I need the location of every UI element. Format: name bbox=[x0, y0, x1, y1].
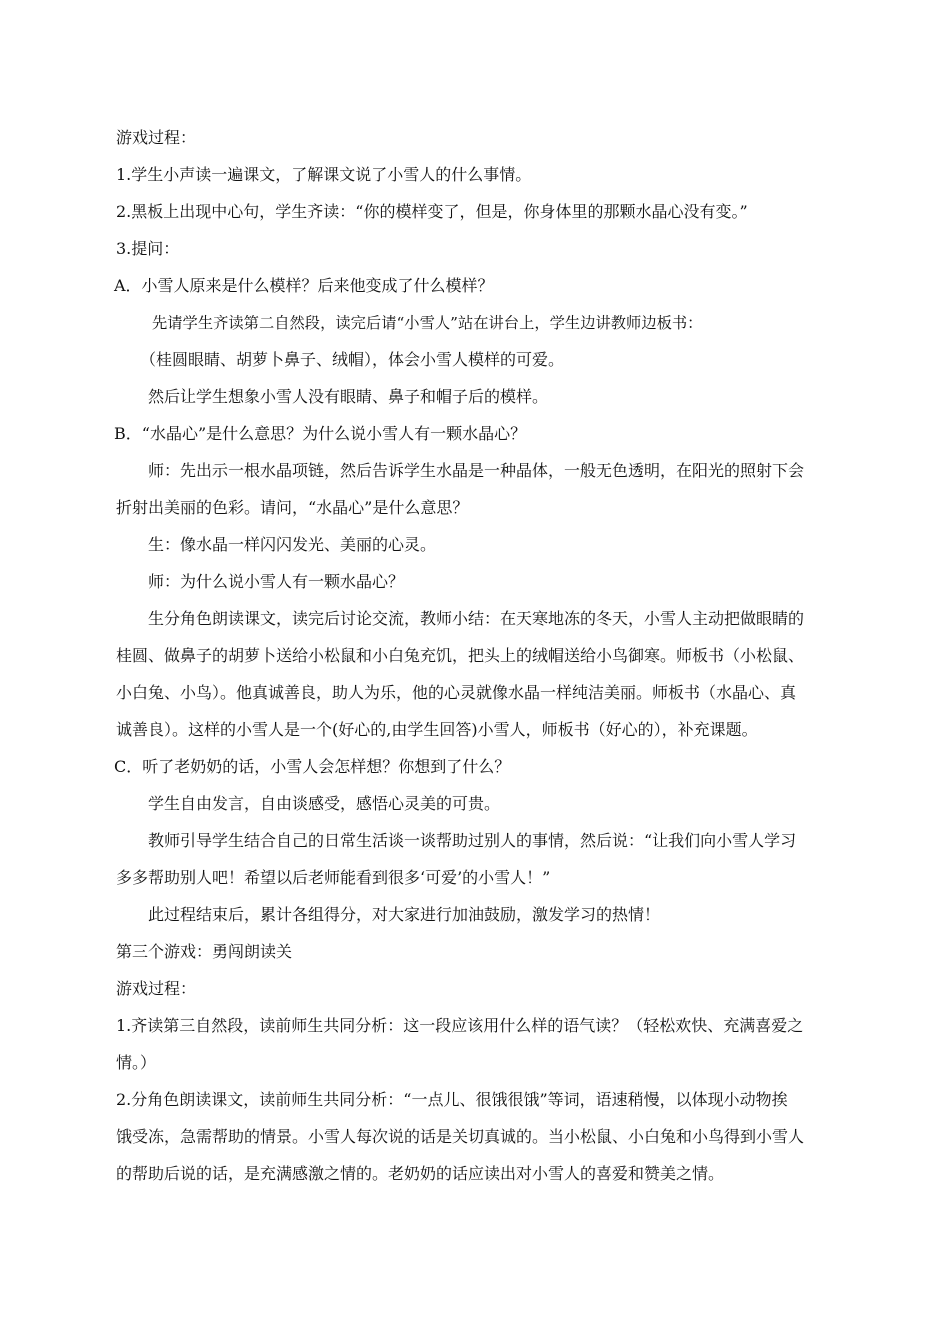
text-line: A．小雪人原来是什么模样？后来他变成了什么模样？ bbox=[114, 276, 494, 295]
text-line: 游戏过程： bbox=[116, 128, 197, 147]
text-line: C．听了老奶奶的话，小雪人会怎样想？你想到了什么？ bbox=[114, 757, 511, 776]
text-line: 此过程结束后，累计各组得分，对大家进行加油鼓励，激发学习的热情！ bbox=[148, 905, 661, 924]
text-line: （桂圆眼睛、胡萝卜鼻子、绒帽），体会小雪人模样的可爱。 bbox=[140, 350, 565, 369]
text-line: 3.提问： bbox=[116, 239, 180, 258]
text-line: 先请学生齐读第二自然段，读完后请“小雪人”站在讲台上，学生边讲教师边板书： bbox=[152, 314, 703, 332]
text-line: B．“水晶心”是什么意思？为什么说小雪人有一颗水晶心？ bbox=[114, 424, 527, 443]
text-line: 小白兔、小鸟）。他真诚善良，助人为乐，他的心灵就像水晶一样纯洁美丽。师板书（水晶心、真 bbox=[116, 683, 797, 702]
text-line: 2.黑板上出现中心句，学生齐读：“你的模样变了，但是，你身体里的那颗水晶心没有变。” bbox=[116, 202, 748, 221]
text-line: 情。） bbox=[116, 1053, 157, 1072]
text-line: 诚善良）。这样的小雪人是一个(好心的,由学生回答)小雪人，师板书（好心的），补充课题。 bbox=[116, 720, 758, 739]
text-line: 折射出美丽的色彩。请问，“水晶心”是什么意思？ bbox=[116, 498, 469, 517]
text-line: 然后让学生想象小雪人没有眼睛、鼻子和帽子后的模样。 bbox=[148, 387, 549, 406]
text-line: 1.齐读第三自然段，读前师生共同分析：这一段应该用什么样的语气读？（轻松欢快、充满喜爱之 bbox=[116, 1016, 804, 1035]
text-line: 师：为什么说小雪人有一颗水晶心？ bbox=[148, 572, 405, 591]
section-heading: 第三个游戏：勇闯朗读关 bbox=[116, 942, 293, 961]
text-line: 2.分角色朗读课文，读前师生共同分析：“一点儿、很饿很饿”等词，语速稍慢，以体现小动物挨 bbox=[116, 1090, 788, 1109]
text-line: 桂圆、做鼻子的胡萝卜送给小松鼠和小白兔充饥，把头上的绒帽送给小鸟御寒。师板书（小松鼠、 bbox=[116, 646, 805, 665]
text-line: 的帮助后说的话，是充满感激之情的。老奶奶的话应读出对小雪人的喜爱和赞美之情。 bbox=[116, 1164, 725, 1183]
text-line: 学生自由发言，自由谈感受，感悟心灵美的可贵。 bbox=[148, 794, 501, 813]
text-line: 教师引导学生结合自己的日常生活谈一谈帮助过别人的事情，然后说：“让我们向小雪人学习 bbox=[148, 831, 797, 850]
text-line: 生分角色朗读课文，读完后讨论交流，教师小结：在天寒地冻的冬天，小雪人主动把做眼睛的 bbox=[148, 609, 805, 628]
text-line: 生：像水晶一样闪闪发光、美丽的心灵。 bbox=[148, 535, 437, 554]
text-line: 游戏过程： bbox=[116, 979, 197, 998]
text-line: 师：先出示一根水晶项链，然后告诉学生水晶是一种晶体，一般无色透明，在阳光的照射下会 bbox=[148, 461, 805, 480]
text-line: 1.学生小声读一遍课文，了解课文说了小雪人的什么事情。 bbox=[116, 165, 532, 184]
text-line: 多多帮助别人吧！希望以后老师能看到很多‘可爱’的小雪人！” bbox=[116, 868, 551, 887]
text-line: 饿受冻，急需帮助的情景。小雪人每次说的话是关切真诚的。当小松鼠、小白兔和小鸟得到小雪人 bbox=[116, 1127, 805, 1146]
